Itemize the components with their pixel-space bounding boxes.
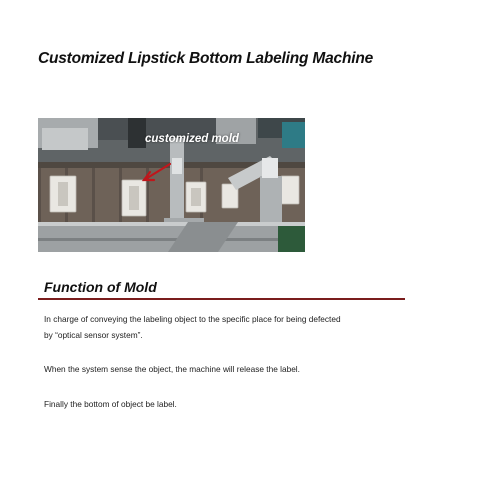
- paragraph-sensor: When the system sense the object, the machine will release the label.: [44, 364, 300, 374]
- paragraph-function: [44, 311, 341, 343]
- mold-callout-label: customized mold: [145, 133, 239, 145]
- paragraph-labeling: Finally the bottom of object be label.: [44, 399, 177, 409]
- page-title: Customized Lipstick Bottom Labeling Machine: [38, 50, 374, 67]
- paragraph-function-line-2: by “optical sensor system”.: [44, 330, 143, 340]
- section-divider: [38, 298, 405, 300]
- section-title: Function of Mold: [44, 279, 157, 295]
- paragraph-function-line-1: In charge of conveying the labeling object to the specific place for being defected: [44, 314, 341, 324]
